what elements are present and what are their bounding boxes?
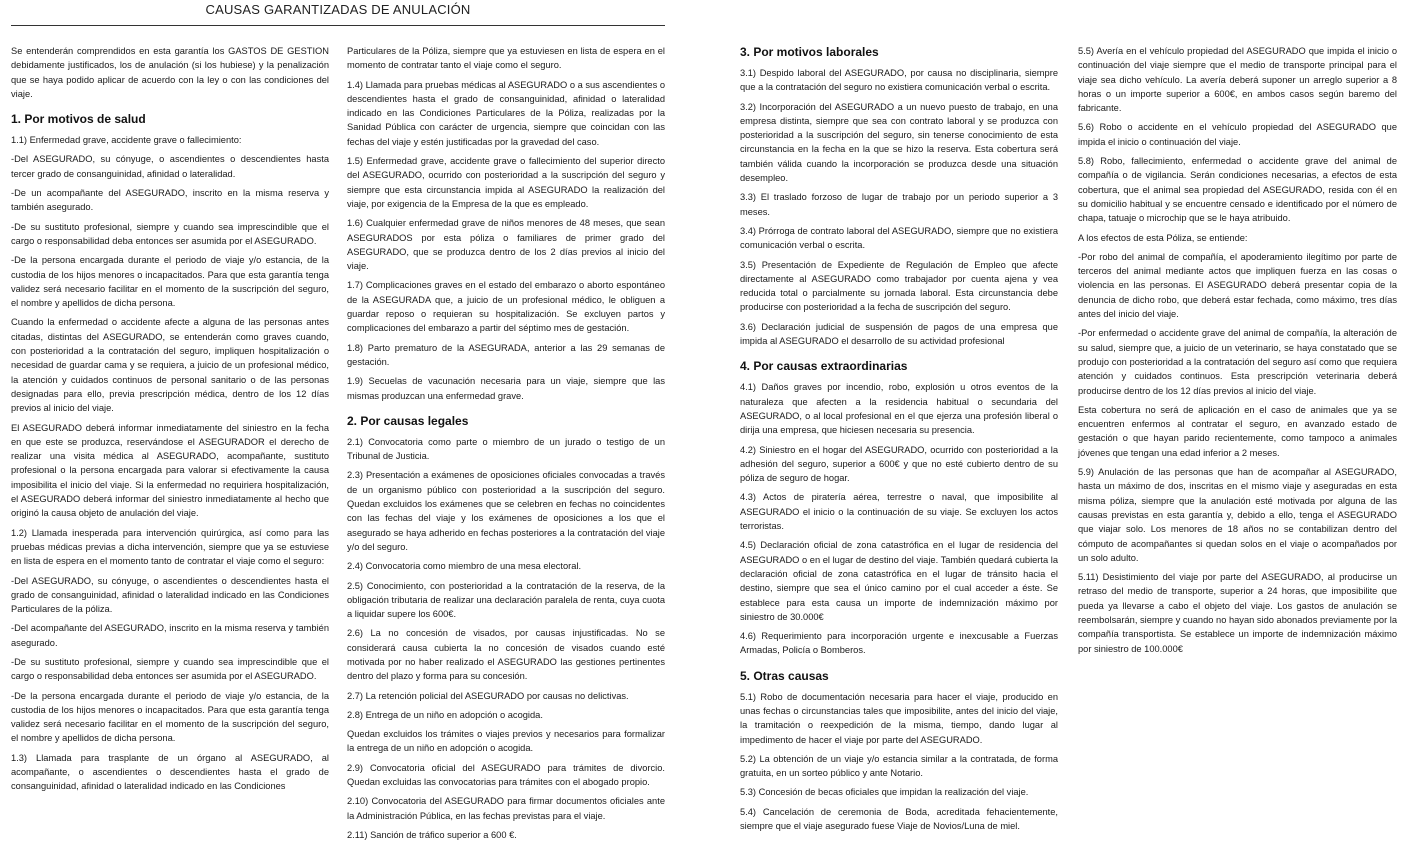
paragraph: 1.8) Parto prematuro de la ASEGURADA, anterior a las 29 semanas de gestación.: [347, 342, 665, 367]
paragraph: -Por robo del animal de compañía, el apoderamiento ilegítimo por parte de terceros del animal mediante actos que impliquen fuerza en las cosas o violencia en las personas. El ASEGURADO deberá presentar copia de la denuncia de dicho robo, que deberá estar fechada, como máximo, tres días antes del inicio del viaje.: [1078, 251, 1397, 320]
paragraph: 1.4) Llamada para pruebas médicas al ASEGURADO o a sus ascendientes o descendientes hasta el grado de consanguinidad, afinidad o lateralidad indicado en las Condiciones Particulares de la Póliza, realizadas por la Sanidad Pública con carácter de urgencia, siempre que coincidan con las fechas del viaje y estén justificadas por la gravedad del caso.: [347, 79, 665, 147]
paragraph: -De un acompañante del ASEGURADO, inscrito en la misma reserva y también asegurado.: [11, 188, 329, 213]
paragraph: 3.4) Prórroga de contrato laboral del ASEGURADO, siempre que no existiera comunicación verbal o escrita.: [740, 225, 1058, 251]
paragraph: 4.6) Requerimiento para incorporación urgente e inexcusable a Fuerzas Armadas, Policía o Bomberos.: [740, 631, 1058, 656]
paragraph: 1.5) Enfermedad grave, accidente grave o fallecimiento del superior directo del ASEGURADO, ocurrido con posterioridad a la suscripción del seguro y siempre que esta circunstancia impida al ASEGURADO la realización del viaje, por exigencia de la Empresa de la que es empleado.: [347, 156, 665, 209]
paragraph: Particulares de la Póliza, siempre que ya estuviesen en lista de espera en el momento de contratar tanto el viaje como el seguro.: [347, 46, 665, 71]
paragraph: 1.6) Cualquier enfermedad grave de niños menores de 48 meses, que sean ASEGURADOS por esta póliza o familiares de primer grado del ASEGURADO, que se produzca dentro de los 2 días previos al inicio del viaje.: [347, 218, 665, 272]
paragraph: 2.1) Convocatoria como parte o miembro de un jurado o testigo de un Tribunal de Justicia.: [347, 436, 665, 462]
paragraph: 2.10) Convocatoria del ASEGURADO para firmar documentos oficiales ante la Administración Pública, en las fechas previstas para el viaje.: [347, 796, 665, 821]
paragraph: 3.6) Declaración judicial de suspensión de pagos de una empresa que impida al ASEGURADO el desarrollo de su actividad profesional: [740, 321, 1058, 347]
paragraph: 4.1) Daños graves por incendio, robo, explosión u otros eventos de la naturaleza que afecten a la residencia habitual o secundaria del ASEGURADO, o al local profesional en el que ejerza una profesión liberal o dirija una empresa, que hiciesen necesaria su presencia.: [740, 382, 1058, 436]
paragraph: 5.11) Desistimiento del viaje por parte del ASEGURADO, al producirse un retraso del medio de transporte, superior a 24 horas, que imposibilite que pueda ya llevarse a cabo el objeto del viaje. Los gastos de anulación se reembolsarán, siempre y cuando no hayan sido abonados previamente por la compañía transportista. Se establece un importe de indemnización máximo por siniestro de 100.000€: [1078, 572, 1397, 654]
paragraph: 2.7) La retención policial del ASEGURADO por causas no delictivas.: [347, 690, 629, 701]
paragraph: 3.2) Incorporación del ASEGURADO a un nuevo puesto de trabajo, en una empresa distinta, siempre que sea con contrato laboral y se produzca con posterioridad a la suscripción del seguro, sin tenerse conocimiento de esta circunstancia en la fecha en la que se hizo la reserva. Esta cobertura será también válida cuando la incorporación se produzca desde una situación desempleo.: [740, 101, 1058, 184]
paragraph: 2.5) Conocimiento, con posterioridad a la contratación de la reserva, de la obligación tributaria de realizar una declaración paralela de renta, cuya cuota a liquidar supere los 600€.: [347, 580, 665, 620]
text-column-4: [1078, 44, 1397, 661]
paragraph: 4.3) Actos de piratería aérea, terrestre o naval, que imposibilite al ASEGURADO el inicio o la continuación de su viaje. Se excluyen los actos terroristas.: [740, 492, 1058, 532]
paragraph: -De su sustituto profesional, siempre y cuando sea imprescindible que el cargo o responsabilidad deba entonces ser asumida por el ASEGURADO.: [11, 221, 329, 246]
paragraph: 2.9) Convocatoria oficial del ASEGURADO para trámites de divorcio. Quedan excluidas las convocatorias para trámites con el abogado propio.: [347, 762, 665, 788]
paragraph: 2.8) Entrega de un niño en adopción o acogida.: [347, 709, 543, 720]
page-title: CAUSAS GARANTIZADAS DE ANULACIÓN: [11, 0, 665, 26]
paragraph: 5.5) Avería en el vehículo propiedad del ASEGURADO que impida el inicio o continuación del viaje siempre que el medio de transporte principal para el viaje sea dicho vehículo. La avería deberá suponer un arreglo superior a 8 horas o un importe superior a 600€, en ambos casos según baremo del fabricante.: [1078, 46, 1397, 114]
paragraph: 5.8) Robo, fallecimiento, enfermedad o accidente grave del animal de compañía o de vigilancia. Serán condiciones necesarias, a efectos de esta cobertura, que el animal sea propiedad del ASEGURADO, resida con él en su domicilio habitual y se encuentre censado e identificado por el número de chapa, tatuaje o microchip que se le haya atribuido.: [1078, 156, 1397, 224]
section-heading: 4. Por causas extraordinarias: [740, 359, 908, 374]
paragraph: A los efectos de esta Póliza, se entiende:: [1078, 232, 1248, 243]
section-heading: 2. Por causas legales: [347, 413, 469, 428]
paragraph: 3.1) Despido laboral del ASEGURADO, por causa no disciplinaria, siempre que a la contratación del seguro no existiera comunicación verbal o escrita.: [740, 68, 1058, 93]
section-heading: 1. Por motivos de salud: [11, 112, 146, 127]
paragraph: 1.1) Enfermedad grave, accidente grave o fallecimiento:: [11, 135, 242, 146]
paragraph: -De la persona encargada durante el periodo de viaje y/o estancia, de la custodia de los hijos menores o incapacitados. Para que esta garantía tenga validez será necesario facilitar en el momento de la suscripción del seguro, el nombre y apellidos de dicha persona.: [11, 255, 329, 309]
paragraph: 5.4) Cancelación de ceremonia de Boda, acreditada fehacientemente, siempre que el viaje asegurado fuese Viaje de Novios/Luna de miel.: [740, 806, 1058, 832]
paragraph: -Del acompañante del ASEGURADO, inscrito en la misma reserva y también asegurado.: [11, 623, 329, 648]
section-heading: 3. Por motivos laborales: [740, 45, 879, 59]
paragraph: -Del ASEGURADO, su cónyuge, o ascendientes o descendientes hasta el grado de consanguinidad, afinidad o lateralidad indicado en las Condiciones Particulares de la póliza.: [11, 575, 329, 615]
paragraph: 4.2) Siniestro en el hogar del ASEGURADO, ocurrido con posterioridad a la adhesión del seguro, superior a 600€ y que no esté cubierto dentro de su póliza de seguro de hogar.: [740, 444, 1058, 484]
paragraph: 5.6) Robo o accidente en el vehículo propiedad del ASEGURADO que impida el inicio o continuación del viaje.: [1078, 122, 1397, 147]
paragraph: 2.6) La no concesión de visados, por causas injustificadas. No se considerará causa cubierta la no concesión de visados cuando esté motivada por no haber realizado el ASEGURADO las gestiones pertinentes dentro del plazo y forma para su concesión.: [347, 628, 665, 682]
paragraph: 1.2) Llamada inesperada para intervención quirúrgica, así como para las pruebas médicas previas a dicha intervención, siempre que ya se estuviese en lista de espera en el momento tanto de contratar el viaje como el seguro:: [11, 527, 329, 567]
paragraph: 2.11) Sanción de tráfico superior a 600 €.: [347, 829, 517, 840]
paragraph: 4.5) Declaración oficial de zona catastrófica en el lugar de residencia del ASEGURADO o en el lugar de destino del viaje. También quedará cubierta la declaración oficial de zona catastrófica en el lugar de tránsito hacia el destino, siempre que sea el único camino por el cual acceder a éste. Se establece para esta causa un importe de indemnización máximo por siniestro de 30.000€: [740, 540, 1058, 622]
paragraph: 5.9) Anulación de las personas que han de acompañar al ASEGURADO, hasta un máximo de dos, inscritas en el mismo viaje y aseguradas en esta misma póliza, siempre que la anulación esté motivada por alguna de las causas previstas en esta garantía y, debido a ello, tenga el ASEGURADO que viajar solo. Los menores de 18 años no se contabilizan dentro del cómputo de acompañantes si quedan solos en el viaje o acompañados por un solo adulto.: [1078, 467, 1397, 563]
paragraph: Quedan excluidos los trámites o viajes previos y necesarios para formalizar la entrega de un niño en adopción o acogida.: [347, 729, 665, 754]
text-column-3: [740, 44, 1058, 838]
paragraph: 1.3) Llamada para trasplante de un órgano al ASEGURADO, al acompañante, o ascendientes o descendientes hasta el grado de consanguinidad, afinidad o lateralidad indicado en las Condiciones: [11, 752, 329, 792]
text-column-2: [347, 44, 665, 847]
paragraph: 5.3) Concesión de becas oficiales que impidan la realización del viaje.: [740, 787, 1029, 798]
paragraph: 1.9) Secuelas de vacunación necesaria para un viaje, siempre que las mismas produzcan una enfermedad grave.: [347, 376, 665, 401]
paragraph: 5.1) Robo de documentación necesaria para hacer el viaje, producido en unas fechas o circunstancias tales que imposibilite, antes del inicio del viaje, la tramitación o reexpedición de la misma, tiempo, dando lugar al impedimento de hacer el viaje por parte del ASEGURADO.: [740, 691, 1058, 745]
paragraph: Cuando la enfermedad o accidente afecte a alguna de las personas antes citadas, distintas del ASEGURADO, se entenderán como graves cuando, con posterioridad a la contratación del seguro, impliquen hospitalización o necesidad de guardar cama y se requiera, a juicio de un profesional médico, la atención y cuidados continuos de personal sanitario o de las personas designadas para ello, previa prescripción médica, dentro de los 12 días previos al inicio del viaje.: [11, 317, 329, 414]
paragraph: El ASEGURADO deberá informar inmediatamente del siniestro en la fecha en que este se produzca, reservándose el ASEGURADOR el derecho de realizar una visita médica al ASEGURADO, acompañante, sustituto profesional o la persona encargada para valorar si efectivamente la causa imposibilita el inicio del viaje. Si la enfermedad no requiriera hospitalización, el ASEGURADO deberá informar del siniestro inmediatamente al hecho que originó la causa objeto de anulación del viaje.: [11, 422, 329, 519]
paragraph: Se entenderán comprendidos en esta garantía los GASTOS DE GESTION debidamente justificados, los de anulación (si los hubiese) y la penalización que se haya podido aplicar de acuerdo con la ley o con las condiciones del viaje.: [11, 46, 329, 99]
paragraph: -Del ASEGURADO, su cónyuge, o ascendientes o descendientes hasta tercer grado de consanguinidad, afinidad o lateralidad.: [11, 154, 329, 179]
section-heading: 5. Otras causas: [740, 668, 829, 683]
text-column-1: [11, 44, 329, 799]
paragraph: 2.3) Presentación a exámenes de oposiciones oficiales convocadas a través de un organismo público con posterioridad a la suscripción del seguro. Quedan excluidos los exámenes que se celebren en fechas no coincidentes con las fechas del viaje y los exámenes de oposiciones a los que el asegurado se haya adherido en fechas posteriores a la contratación del viaje y/o del seguro.: [347, 470, 665, 552]
paragraph: 2.4) Convocatoria como miembro de una mesa electoral.: [347, 561, 582, 572]
paragraph: -De la persona encargada durante el periodo de viaje y/o estancia, de la custodia de los hijos menores o incapacitados. Para que esta garantía tenga validez será necesario facilitar en el momento de la suscripción del seguro, el nombre y apellidos de dicha persona.: [11, 690, 329, 744]
paragraph: Esta cobertura no será de aplicación en el caso de animales que ya se encuentren enfermos al contratar el seguro, en avanzado estado de gestación o que hayan parido recientemente, como tampoco a animales jóvenes que tengan una edad inferior a 2 meses.: [1078, 404, 1397, 458]
paragraph: 3.3) El traslado forzoso de lugar de trabajo por un periodo superior a 3 meses.: [740, 192, 1058, 217]
paragraph: 3.5) Presentación de Expediente de Regulación de Empleo que afecte directamente al ASEGURADO como trabajador por cuenta ajena y vea reducida total o parcialmente su jornada laboral. Esta circunstancia debe producirse con posterioridad a la fecha de suscripción del seguro.: [740, 259, 1058, 313]
paragraph: 5.2) La obtención de un viaje y/o estancia similar a la contratada, de forma gratuita, en un sorteo público y ante Notario.: [740, 753, 1058, 779]
paragraph: -De su sustituto profesional, siempre y cuando sea imprescindible que el cargo o responsabilidad deba entonces ser asumida por el ASEGURADO.: [11, 656, 329, 682]
paragraph: -Por enfermedad o accidente grave del animal de compañía, la alteración de su salud, siempre que, a juicio de un veterinario, se haya constatado que se produjo con posterioridad a la contratación del seguro así como que requiera atención y cuidados continuos. Esta prescripción veterinaria deberá producirse dentro de los 12 días previos al inicio del viaje.: [1078, 328, 1397, 396]
paragraph: 1.7) Complicaciones graves en el estado del embarazo o aborto espontáneo de la ASEGURADA que, a juicio de un profesional médico, le obliguen a guardar reposo o requieran su hospitalización. Se excluyen partos y complicaciones del embarazo a partir del séptimo mes de gestación.: [347, 280, 665, 334]
